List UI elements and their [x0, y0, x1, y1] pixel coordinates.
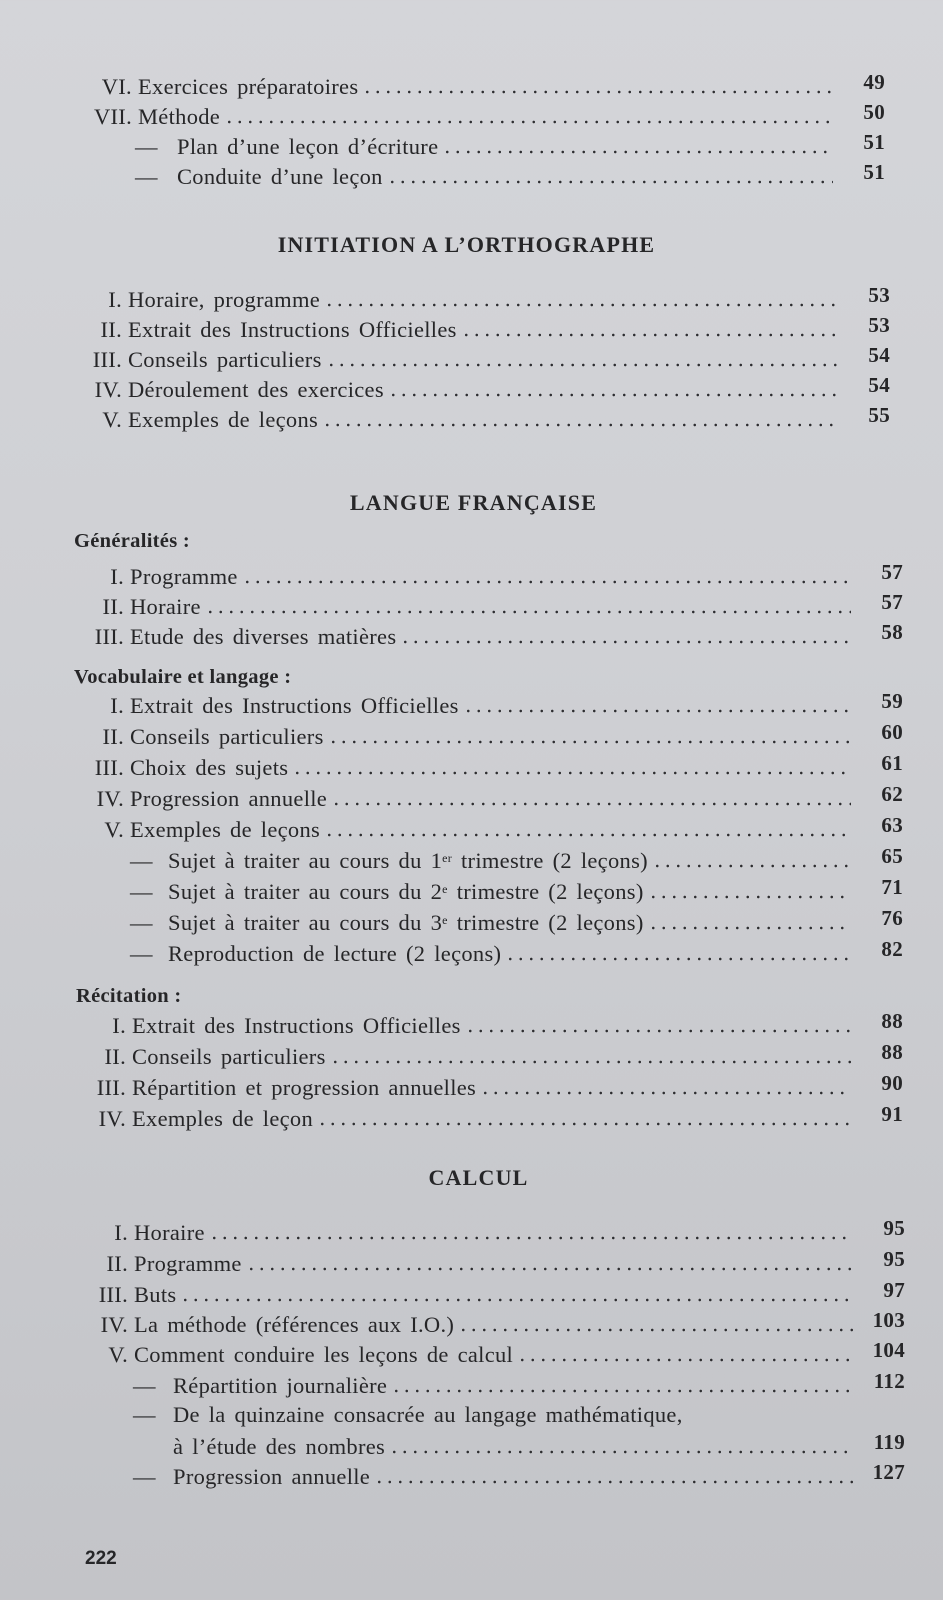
toc-sub-entry [130, 875, 903, 905]
toc-entry [70, 720, 903, 750]
entry-label: Comment conduire les leçons de calcul [134, 1342, 514, 1367]
entry-label: Répartition journalière [173, 1373, 388, 1398]
entry-label: Exemples de leçons [130, 817, 321, 842]
dot-leader [330, 1059, 851, 1065]
entry-label: Exemples de leçons [128, 407, 319, 432]
entry-label: Progression annuelle [173, 1464, 371, 1489]
entry-page: 91 [881, 1102, 903, 1126]
entry-page: 51 [863, 160, 885, 184]
page-folio: 222 [85, 1548, 117, 1569]
em-dash: — [135, 164, 158, 189]
dot-leader [324, 832, 851, 838]
entry-label: Exemples de leçon [132, 1106, 314, 1131]
toc-entry [70, 283, 890, 313]
entry-page: 51 [863, 130, 885, 154]
dot-leader [648, 894, 851, 900]
dot-leader [246, 1266, 853, 1272]
toc-sub-entry [130, 937, 903, 967]
dot-leader [331, 801, 851, 807]
entry-page: 97 [883, 1278, 905, 1302]
entry-number: I. [112, 1013, 126, 1038]
dot-leader [387, 179, 833, 185]
toc-sub-entry [133, 1460, 905, 1490]
em-dash: — [135, 134, 158, 159]
entry-number: V. [104, 817, 124, 842]
em-dash: — [130, 941, 153, 966]
entry-label: Etude des diverses matières [130, 624, 397, 649]
dot-leader [388, 392, 838, 398]
toc-entry [70, 373, 890, 403]
entry-page: 53 [868, 313, 890, 337]
toc-sub-entry [135, 160, 885, 190]
entry-page: 119 [873, 1430, 905, 1454]
dot-leader [480, 1090, 851, 1096]
entry-number: I. [114, 1220, 128, 1245]
entry-label: Buts [134, 1282, 177, 1307]
em-dash: — [130, 879, 153, 904]
dot-leader [205, 609, 851, 615]
ordinal-superscript: e [442, 882, 448, 896]
toc-sub-entry [130, 906, 903, 936]
toc-sub-entry [130, 844, 903, 874]
dot-leader [328, 739, 851, 745]
toc-entry [70, 100, 885, 130]
entry-number: III. [94, 755, 124, 780]
dot-leader [389, 1449, 853, 1455]
entry-page: 57 [881, 590, 903, 614]
entry-number: IV. [96, 786, 124, 811]
entry-number: IV. [100, 1312, 128, 1337]
dot-leader [326, 362, 838, 368]
entry-number: I. [110, 564, 124, 589]
entry-label: Progression annuelle [130, 786, 328, 811]
dot-leader [505, 956, 851, 962]
dot-leader [648, 925, 851, 931]
toc-entry [70, 403, 890, 433]
entry-page: 103 [872, 1308, 905, 1332]
toc-sub-entry-continuation [173, 1430, 905, 1460]
toc-sub-entry [135, 130, 885, 160]
entry-label: Déroulement des exercices [128, 377, 384, 402]
dot-leader [180, 1297, 853, 1303]
em-dash: — [133, 1373, 156, 1398]
subsection-heading: Récitation : [76, 985, 182, 1007]
entry-page: 88 [881, 1040, 903, 1064]
entry-label: Conduite d’une leçon [177, 164, 383, 189]
entry-label: Extrait des Instructions Officielles [132, 1013, 461, 1038]
entry-page: 50 [863, 100, 885, 124]
entry-number: I. [108, 287, 122, 312]
toc-entry [70, 751, 903, 781]
entry-page: 82 [881, 937, 903, 961]
dot-leader [292, 770, 851, 776]
entry-number: II. [100, 317, 122, 342]
dot-leader [442, 149, 833, 155]
entry-page: 58 [881, 620, 903, 644]
subsection-heading: Vocabulaire et langage : [74, 666, 292, 688]
ordinal-superscript: er [442, 851, 453, 865]
entry-number: III. [98, 1282, 128, 1307]
entry-number: II. [106, 1251, 128, 1276]
entry-label: Horaire [134, 1220, 205, 1245]
entry-label: Sujet à traiter au cours du 1er trimestre (2 leçons) [168, 848, 648, 873]
entry-page: 54 [868, 343, 890, 367]
entry-label: Horaire, programme [128, 287, 321, 312]
toc-entry [70, 313, 890, 343]
entry-number: IV. [98, 1106, 126, 1131]
entry-label: Programme [130, 564, 238, 589]
entry-label: Conseils particuliers [132, 1044, 326, 1069]
entry-number: III. [92, 347, 122, 372]
entry-label: La méthode (références aux I.O.) [134, 1312, 455, 1337]
toc-entry [70, 782, 903, 812]
entry-page: 54 [868, 373, 890, 397]
subsection-heading: Généralités : [74, 530, 191, 552]
entry-label: Programme [134, 1251, 242, 1276]
toc-entry [72, 1247, 905, 1277]
entry-label: Répartition et progression annuelles [132, 1075, 477, 1100]
entry-number: IV. [94, 377, 122, 402]
toc-entry [72, 1102, 903, 1132]
dot-leader [317, 1121, 851, 1127]
entry-page: 55 [868, 403, 890, 427]
entry-number: II. [102, 724, 124, 749]
entry-page: 61 [881, 751, 903, 775]
section-title-langue: LANGUE FRANÇAISE [349, 490, 598, 515]
entry-page: 57 [881, 560, 903, 584]
entry-page: 112 [873, 1369, 905, 1393]
dot-leader [242, 579, 851, 585]
entry-label: Reproduction de lecture (2 leçons) [168, 941, 502, 966]
toc-entry [72, 1308, 905, 1338]
dot-leader [209, 1235, 853, 1241]
entry-page: 95 [883, 1247, 905, 1271]
toc-entry [70, 689, 903, 719]
em-dash: — [133, 1402, 156, 1427]
toc-entry [70, 560, 903, 590]
entry-label: Horaire [130, 594, 201, 619]
toc-entry [72, 1278, 905, 1308]
ordinal-superscript: e [442, 913, 448, 927]
entry-page: 104 [872, 1338, 905, 1362]
dot-leader [322, 422, 838, 428]
entry-number: II. [104, 1044, 126, 1069]
toc-sub-entry [133, 1402, 683, 1428]
toc-sub-entry [133, 1369, 905, 1399]
entry-number: V. [108, 1342, 128, 1367]
entry-label: De la quinzaine consacrée au langage mathématique, [173, 1402, 683, 1427]
section-title-calcul: CALCUL [428, 1165, 529, 1190]
toc-entry [72, 1338, 905, 1368]
dot-leader [374, 1479, 853, 1485]
toc-entry [72, 1040, 903, 1070]
section-title-orthographe: INITIATION A L’ORTHOGRAPHE [277, 232, 656, 257]
entry-page: 59 [881, 689, 903, 713]
toc-entry [70, 620, 903, 650]
dot-leader [458, 1327, 853, 1333]
entry-label: Plan d’une leçon d’écriture [177, 134, 439, 159]
entry-label: Choix des sujets [130, 755, 289, 780]
entry-number: II. [102, 594, 124, 619]
entry-page: 49 [863, 70, 885, 94]
toc-entry [72, 1009, 903, 1039]
entry-page: 90 [881, 1071, 903, 1095]
dot-leader [224, 119, 833, 125]
entry-label: Méthode [138, 104, 221, 129]
entry-page: 76 [881, 906, 903, 930]
entry-label: Extrait des Instructions Officielles [128, 317, 457, 342]
toc-entry [72, 1216, 905, 1246]
toc-entry [70, 590, 903, 620]
entry-label: Extrait des Instructions Officielles [130, 693, 459, 718]
entry-number: VII. [93, 104, 132, 129]
entry-number: III. [94, 624, 124, 649]
dot-leader [324, 302, 838, 308]
dot-leader [463, 708, 851, 714]
toc-entry [70, 813, 903, 843]
entry-label: Sujet à traiter au cours du 2e trimestre (2 leçons) [168, 879, 644, 904]
dot-leader [391, 1388, 853, 1394]
entry-page: 60 [881, 720, 903, 744]
entry-page: 95 [883, 1216, 905, 1240]
em-dash: — [130, 848, 153, 873]
dot-leader [517, 1357, 853, 1363]
entry-page: 127 [872, 1460, 905, 1484]
em-dash: — [130, 910, 153, 935]
entry-page: 62 [881, 782, 903, 806]
entry-label: Conseils particuliers [128, 347, 322, 372]
dot-leader [461, 332, 838, 338]
entry-page: 71 [881, 875, 903, 899]
entry-label: Conseils particuliers [130, 724, 324, 749]
entry-page: 53 [868, 283, 890, 307]
toc-entry [70, 343, 890, 373]
dot-leader [362, 89, 833, 95]
toc-entry [72, 1071, 903, 1101]
entry-label: Exercices préparatoires [138, 74, 359, 99]
entry-label: à l’étude des nombres [173, 1434, 386, 1459]
entry-number: V. [102, 407, 122, 432]
entry-page: 65 [881, 844, 903, 868]
em-dash: — [133, 1464, 156, 1489]
dot-leader [400, 639, 851, 645]
entry-number: I. [110, 693, 124, 718]
toc-entry [70, 70, 885, 100]
entry-page: 88 [881, 1009, 903, 1033]
entry-number: III. [96, 1075, 126, 1100]
dot-leader [465, 1028, 851, 1034]
dot-leader [652, 863, 851, 869]
entry-page: 63 [881, 813, 903, 837]
entry-number: VI. [101, 74, 132, 99]
entry-label: Sujet à traiter au cours du 3e trimestre (2 leçons) [168, 910, 644, 935]
